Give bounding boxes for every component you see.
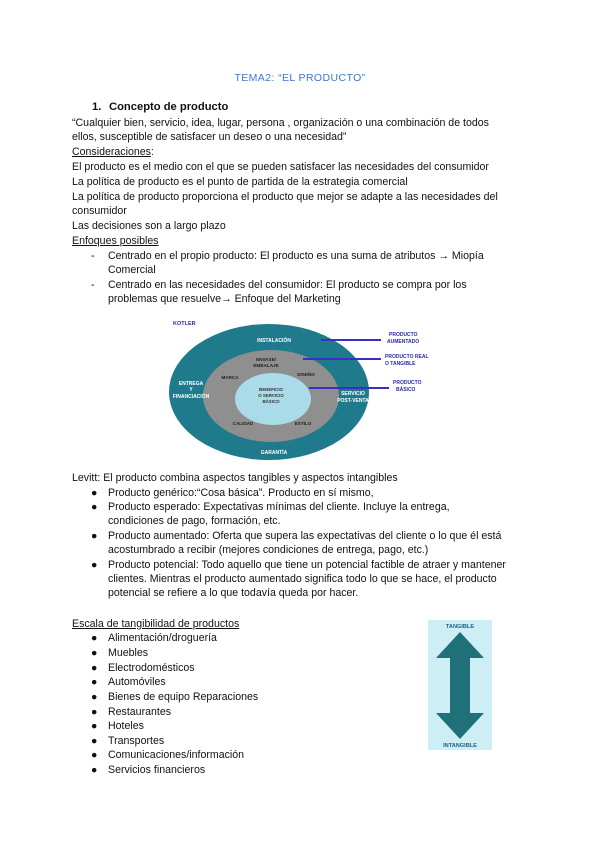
levitt-item-4-line-3: potencial se refiere a lo que todavía queda por hacer.: [108, 587, 359, 599]
bullet-marker: ●: [91, 691, 98, 703]
escala-item: Restaurantes: [108, 706, 172, 718]
bullet-marker: ●: [91, 749, 98, 761]
consideraciones-colon: :: [150, 146, 154, 158]
levitt-item-1: Producto genérico:“Cosa básica”. Producto en sí mismo,: [108, 487, 374, 499]
bullet-marker: ●: [91, 559, 98, 571]
label-producto-real-1: PRODUCTO REAL: [385, 354, 429, 360]
consideracion-4: Las decisiones son a largo plazo: [72, 220, 226, 232]
levitt-item-4-line-1: Producto potencial: Todo aquello que tiene un potencial factible de atraer y mantener: [108, 559, 506, 571]
levitt-item-3-line-1: Producto aumentado: Oferta que supera las expectativas del cliente o lo que él está: [108, 530, 502, 542]
label-producto-aumentado-1: PRODUCTO: [389, 332, 418, 338]
label-envase-2: EMBALAJE: [253, 363, 279, 368]
consideraciones-heading: [72, 145, 154, 159]
section-number: 1.: [92, 101, 102, 113]
label-estilo: ESTILO: [294, 421, 312, 426]
consideracion-3-line-1: La política de producto proporciona el producto que mejor se adapte a las necesidades del: [72, 191, 498, 203]
bullet-marker: ●: [91, 720, 98, 732]
label-instalacion: INSTALACIÓN: [257, 338, 291, 344]
escala-item: Alimentación/droguería: [108, 632, 217, 644]
tangible-label: TANGIBLE: [445, 624, 475, 630]
document-title: TEMA2: “EL PRODUCTO”: [234, 72, 366, 84]
levitt-item-2-line-2: condiciones de pago, formación, etc.: [108, 515, 281, 527]
section-title: Concepto de producto: [109, 101, 229, 113]
label-producto-basico-2: BÁSICO: [396, 387, 416, 393]
tangibility-scale-graphic: [428, 620, 492, 750]
escala-item: Hoteles: [108, 720, 144, 732]
definition-quote-line-2: ellos, susceptible de satisfacer un deseo o una necesidad”: [72, 131, 347, 143]
bullet-marker: ●: [91, 632, 98, 644]
escala-item: Bienes de equipo Reparaciones: [108, 691, 259, 703]
label-envase-1: ENVASE/: [256, 357, 276, 362]
consideracion-1: El producto es el medio con el que se pueden satisfacer las necesidades del consumidor: [72, 161, 489, 173]
enfoque-2-line-2: problemas que resuelve→ Enfoque del Marketing: [108, 293, 341, 305]
definition-quote-line-1: “Cualquier bien, servicio, idea, lugar, persona , organización o una combinación de todos: [72, 117, 489, 129]
label-producto-basico-1: PRODUCTO: [393, 380, 422, 386]
enfoque-2-line-1: Centrado en las necesidades del consumidor: El producto se compra por los: [108, 279, 467, 291]
label-beneficio-3: BÁSICO: [262, 399, 280, 404]
label-servicio-2: POST-VENTA: [337, 398, 369, 404]
label-servicio-1: SERVICIO: [341, 391, 365, 397]
label-marca: MARCA: [221, 375, 239, 380]
label-kotler: KOTLER: [173, 321, 196, 327]
bullet-marker: ●: [91, 662, 98, 674]
consideraciones-heading-text: Consideraciones: [72, 146, 151, 158]
levitt-intro: Levitt: El producto combina aspectos tangibles y aspectos intangibles: [72, 472, 398, 484]
consideracion-3-line-2: consumidor: [72, 205, 127, 217]
bullet-marker: ●: [91, 530, 98, 542]
bullet-marker: ●: [91, 764, 98, 776]
escala-heading: Escala de tangibilidad de productos: [72, 618, 240, 630]
enfoques-heading: Enfoques posibles: [72, 235, 159, 247]
label-entrega-2: Y: [189, 387, 193, 393]
enfoque-1-line-2: Comercial: [108, 264, 156, 276]
label-producto-real-2: O TANGIBLE: [385, 361, 416, 367]
escala-item: Automóviles: [108, 676, 166, 688]
levitt-item-4-line-2: clientes. Mientras el producto aumentado significa todo lo que se hace, el producto: [108, 573, 497, 585]
bullet-marker: ●: [91, 735, 98, 747]
consideracion-2: La política de producto es el punto de partida de la estrategia comercial: [72, 176, 408, 188]
dash-marker: -: [91, 250, 95, 262]
levitt-item-2-line-1: Producto esperado: Expectativas mínimas del cliente. Incluye la entrega,: [108, 501, 450, 513]
label-entrega-3: FINANCIACIÓN: [172, 394, 210, 400]
label-producto-aumentado-2: AUMENTADO: [387, 339, 420, 345]
escala-item: Transportes: [108, 735, 165, 747]
dash-marker: -: [91, 279, 95, 291]
label-garantia: GARANTÍA: [260, 450, 288, 456]
intangible-label: INTANGIBLE: [443, 743, 477, 749]
escala-item: Servicios financieros: [108, 764, 206, 776]
label-beneficio-1: BENEFICIO: [259, 387, 283, 392]
label-beneficio-2: O SERVICIO: [258, 393, 284, 398]
escala-item: Muebles: [108, 647, 149, 659]
kotler-product-levels-diagram: [163, 309, 447, 466]
label-entrega-1: ENTREGA: [178, 381, 204, 387]
label-calidad: CALIDAD: [232, 421, 254, 426]
levitt-item-3-line-2: acostumbrado a recibir (mejores condiciones de entrega, pago, etc.): [108, 544, 429, 556]
bullet-marker: ●: [91, 487, 98, 499]
escala-item: Comunicaciones/información: [108, 749, 245, 761]
bullet-marker: ●: [91, 501, 98, 513]
enfoque-1-line-1: Centrado en el propio producto: El producto es una suma de atributos → Miopía: [108, 250, 484, 262]
bullet-marker: ●: [91, 676, 98, 688]
label-diseno: DISEÑO: [297, 372, 315, 377]
bullet-marker: ●: [91, 706, 98, 718]
escala-item: Electrodomésticos: [108, 662, 195, 674]
bullet-marker: ●: [91, 647, 98, 659]
